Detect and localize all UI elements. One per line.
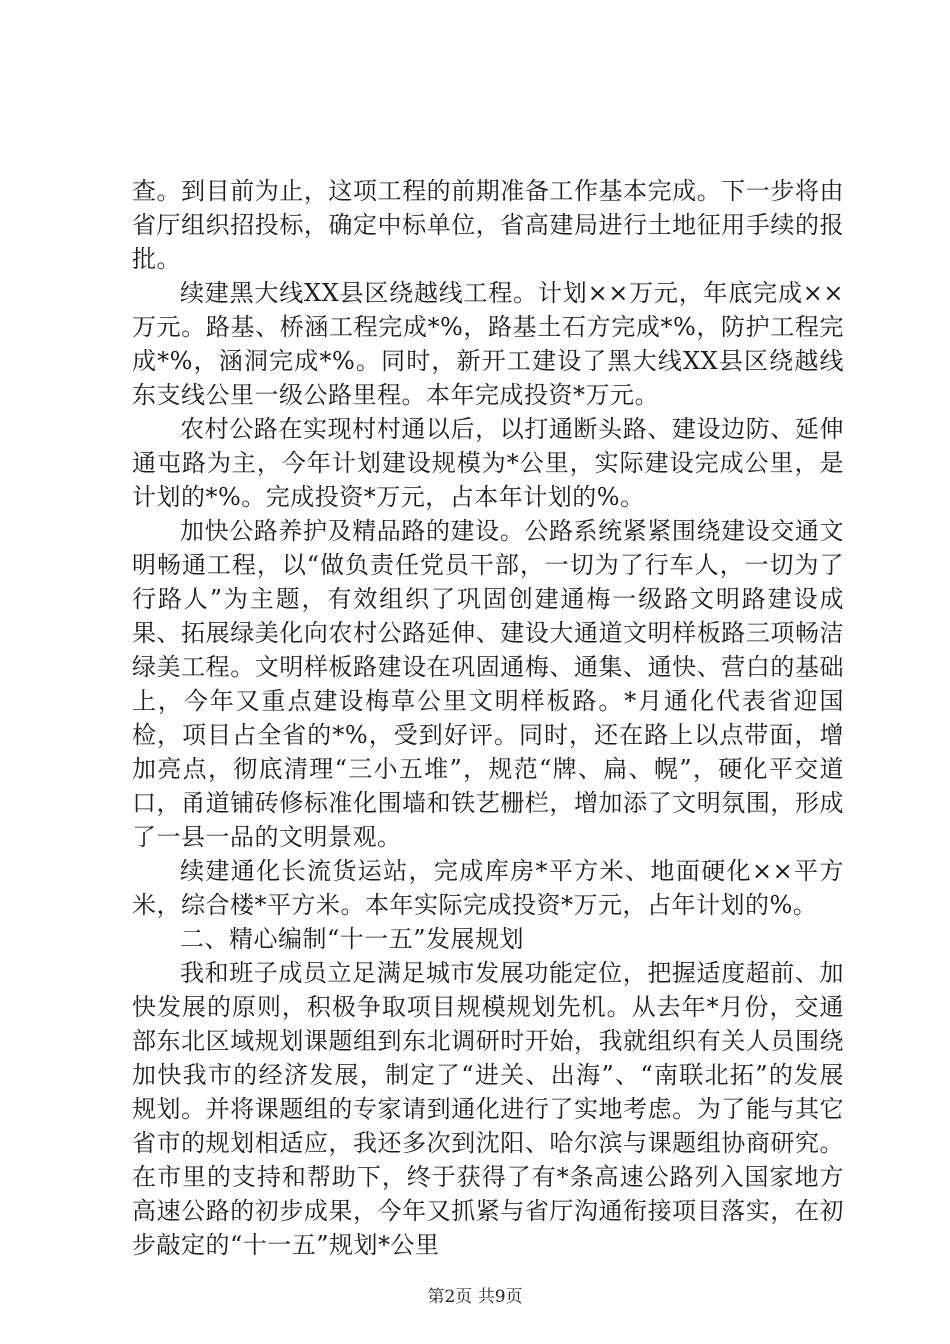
paragraph-planning: 我和班子成员立足满足城市发展功能定位，把握适度超前、加快发展的原则，积极争取项目规模规划先机。从去年*月份，交通部东北区域规划课题组到东北调研时开始，我就组织有关人员围绕加快我市的经济发展，制定了“进关、出海”、“南联北拓”的发展规划。并将课题组的专家请到通化进行了实地考虑。为了能与其它省市的规划相适应，我还多次到沈阳、哈尔滨与课题组协商研究。在市里的支持和帮助下，终于获得了有*条高速公路列入国家地方高速公路的初步成果，今年又抓紧与省厅沟通衔接项目落实，在初步敲定的“十一五”规划*公里 [132,959,844,1259]
paragraph-road-maintenance: 加快公路养护及精品路的建设。公路系统紧紧围绕建设交通文明畅通工程，以“做负责任党员干部，一切为了行车人，一切为了行路人”为主题，有效组织了巩固创建通梅一级路文明路建设成果、拓展绿美化向农村公路延伸、建设大通道文明样板路三项畅洁绿美工程。文明样板路建设在巩固通梅、通集、通快、营白的基础上，今年又重点建设梅草公里文明样板路。*月通化代表省迎国检，项目占全省的*%，受到好评。同时，还在路上以点带面，增加亮点，彻底清理“三小五堆”，规范“牌、扁、幌”，硬化平交道口，甬道铺砖修标准化围墙和铁艺栅栏，增加添了文明氛围，形成了一县一品的文明景观。 [132,517,844,851]
paragraph-freight-station: 续建通化长流货运站，完成库房*平方米、地面硬化××平方米，综合楼*平方米。本年实际完成投资*万元，占年计划的%。 [132,857,844,919]
paragraph-continuation: 查。到目前为止，这项工程的前期准备工作基本完成。下一步将由省厅组织招投标，确定中标单位，省高建局进行土地征用手续的报批。 [132,177,844,273]
paragraph-rural-roads: 农村公路在实现村村通以后，以打通断头路、建设边防、延伸通屯路为主，今年计划建设规模为*公里，实际建设完成公里，是计划的*%。完成投资*万元，占本年计划的%。 [132,415,844,511]
paragraph-highway-bypass: 续建黑大线XX县区绕越线工程。计划××万元，年底完成××万元。路基、桥涵工程完成*%，路基土石方完成*%，防护工程完成*%，涵洞完成*%。同时，新开工建设了黑大线XX县区绕越线东支线公里一级公路里程。本年完成投资*万元。 [132,279,844,409]
document-body [132,174,844,1262]
page-number-footer: 第2页 共9页 [427,1287,523,1307]
section-heading: 二、精心编制“十一五”发展规划 [180,925,525,953]
